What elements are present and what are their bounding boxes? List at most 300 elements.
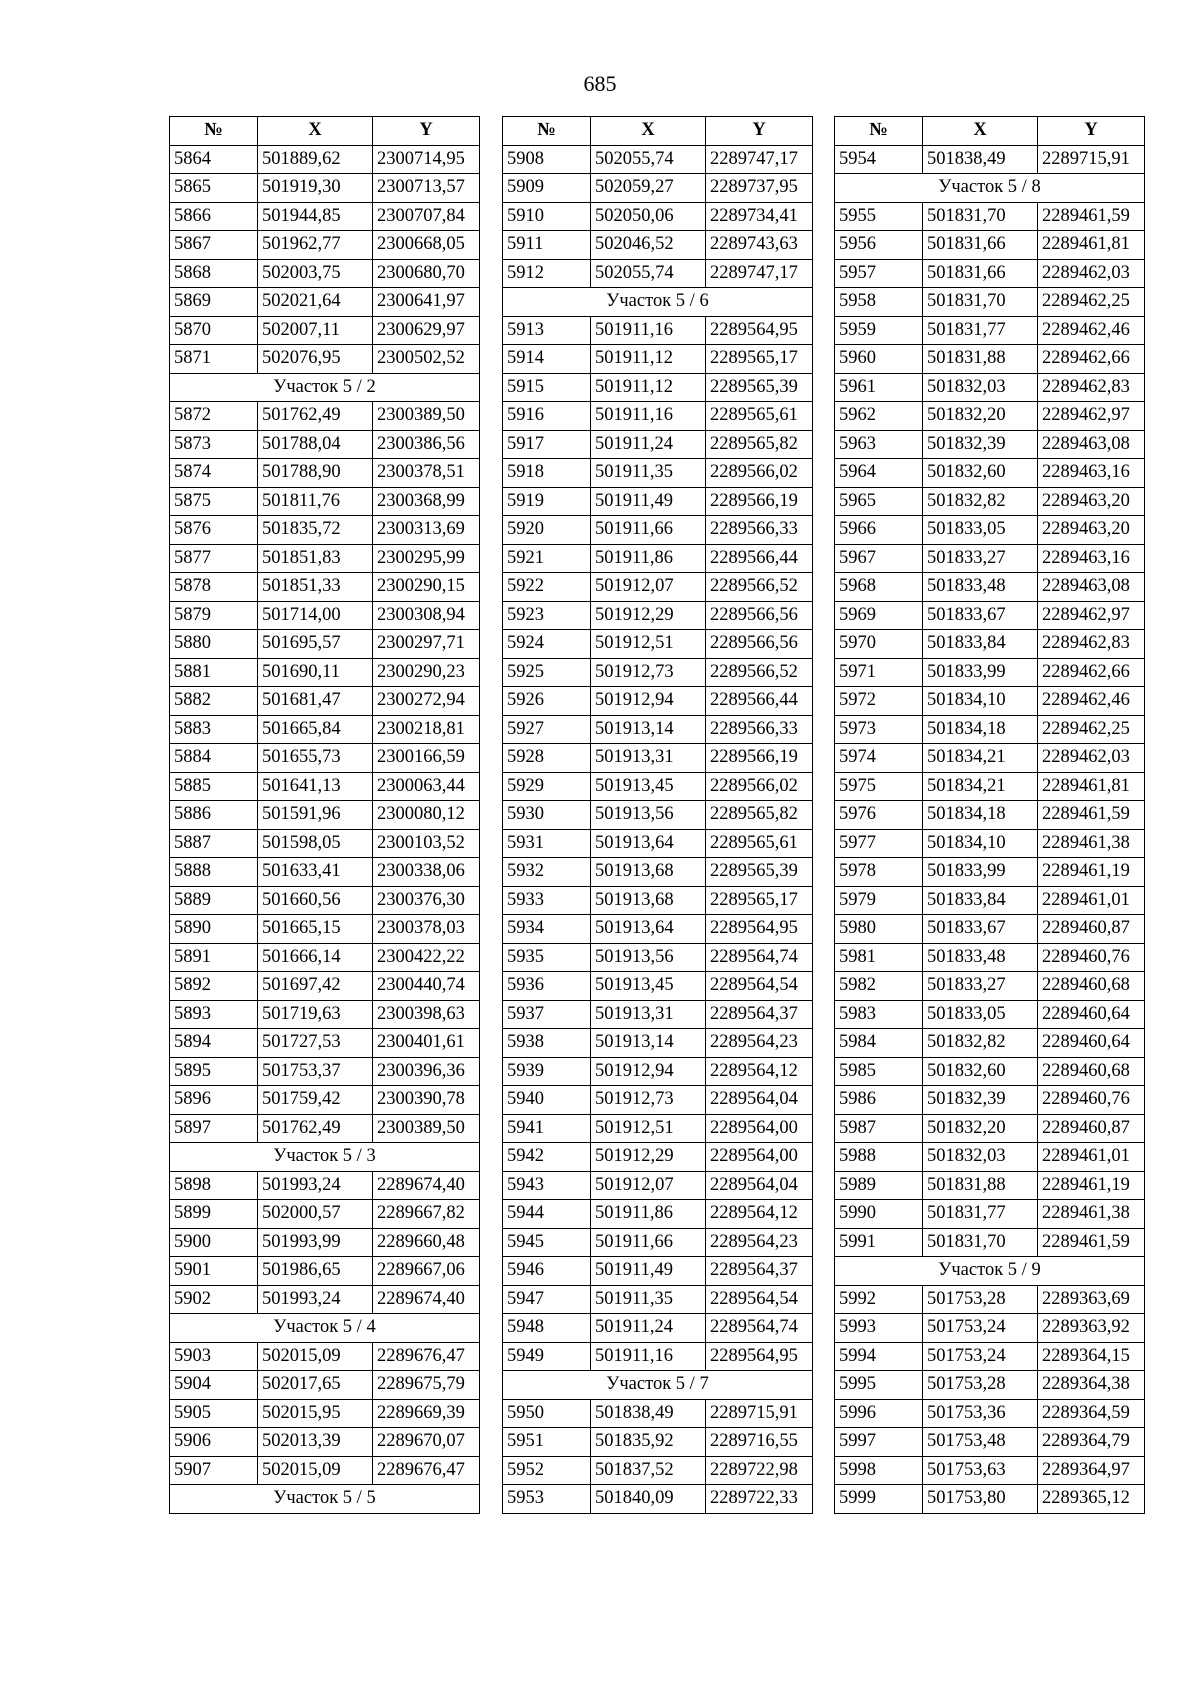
y-coordinate: 2289715,91 <box>1038 145 1145 174</box>
point-number: 5879 <box>170 601 258 630</box>
y-coordinate: 2300668,05 <box>373 231 480 260</box>
y-coordinate: 2289461,81 <box>1038 231 1145 260</box>
y-coordinate: 2289670,07 <box>373 1428 480 1457</box>
table-row <box>503 1485 813 1514</box>
y-coordinate: 2289364,79 <box>1038 1428 1145 1457</box>
x-coordinate: 501832,82 <box>923 487 1038 516</box>
point-number: 5952 <box>503 1456 591 1485</box>
x-coordinate: 501633,41 <box>258 858 373 887</box>
y-coordinate: 2289564,54 <box>706 972 813 1001</box>
table-row <box>835 915 1145 944</box>
point-number: 5931 <box>503 829 591 858</box>
point-number: 5880 <box>170 630 258 659</box>
y-coordinate: 2289462,46 <box>1038 316 1145 345</box>
table-row <box>170 1257 480 1286</box>
table-row <box>835 288 1145 317</box>
y-coordinate: 2289715,91 <box>706 1399 813 1428</box>
x-coordinate: 501919,30 <box>258 174 373 203</box>
point-number: 5908 <box>503 145 591 174</box>
table-row <box>170 1456 480 1485</box>
x-coordinate: 501993,24 <box>258 1285 373 1314</box>
y-coordinate: 2300290,23 <box>373 658 480 687</box>
y-coordinate: 2289676,47 <box>373 1342 480 1371</box>
point-number: 5914 <box>503 345 591 374</box>
table-row <box>835 402 1145 431</box>
coordinates-table-3 <box>834 116 1145 1514</box>
point-number: 5987 <box>835 1114 923 1143</box>
x-coordinate: 501834,18 <box>923 801 1038 830</box>
y-coordinate: 2300313,69 <box>373 516 480 545</box>
table-row <box>170 630 480 659</box>
y-coordinate: 2289722,98 <box>706 1456 813 1485</box>
point-number: 5979 <box>835 886 923 915</box>
x-coordinate: 502015,09 <box>258 1342 373 1371</box>
y-coordinate: 2289565,17 <box>706 886 813 915</box>
table-row <box>170 1171 480 1200</box>
table-row <box>170 601 480 630</box>
x-coordinate: 501833,84 <box>923 886 1038 915</box>
y-coordinate: 2289363,92 <box>1038 1314 1145 1343</box>
y-coordinate: 2289564,12 <box>706 1057 813 1086</box>
point-number: 5943 <box>503 1171 591 1200</box>
y-coordinate: 2289564,23 <box>706 1228 813 1257</box>
point-number: 5945 <box>503 1228 591 1257</box>
y-coordinate: 2289669,39 <box>373 1399 480 1428</box>
y-coordinate: 2300368,99 <box>373 487 480 516</box>
table-row <box>835 1143 1145 1172</box>
section-row <box>170 1314 480 1343</box>
table-row <box>170 1114 480 1143</box>
point-number: 5940 <box>503 1086 591 1115</box>
table-row <box>503 1200 813 1229</box>
table-row <box>835 943 1145 972</box>
table-row <box>835 231 1145 260</box>
point-number: 5876 <box>170 516 258 545</box>
table-row <box>503 943 813 972</box>
point-number: 5932 <box>503 858 591 887</box>
point-number: 5907 <box>170 1456 258 1485</box>
point-number: 5994 <box>835 1342 923 1371</box>
x-coordinate: 501911,49 <box>591 487 706 516</box>
table-row <box>835 1228 1145 1257</box>
x-coordinate: 501665,15 <box>258 915 373 944</box>
y-coordinate: 2289566,19 <box>706 744 813 773</box>
point-number: 5974 <box>835 744 923 773</box>
point-number: 5965 <box>835 487 923 516</box>
point-number: 5928 <box>503 744 591 773</box>
table-row <box>503 1114 813 1143</box>
y-coordinate: 2300218,81 <box>373 715 480 744</box>
point-number: 5874 <box>170 459 258 488</box>
table-row <box>503 174 813 203</box>
table-row <box>170 544 480 573</box>
table-row <box>835 744 1145 773</box>
table-row <box>170 886 480 915</box>
point-number: 5962 <box>835 402 923 431</box>
y-coordinate: 2289564,54 <box>706 1285 813 1314</box>
table-row <box>503 1029 813 1058</box>
x-coordinate: 501788,90 <box>258 459 373 488</box>
y-coordinate: 2289460,87 <box>1038 1114 1145 1143</box>
table-row <box>503 630 813 659</box>
point-number: 5939 <box>503 1057 591 1086</box>
x-coordinate: 501831,77 <box>923 1200 1038 1229</box>
y-coordinate: 2300680,70 <box>373 259 480 288</box>
x-coordinate: 501962,77 <box>258 231 373 260</box>
y-coordinate: 2289564,12 <box>706 1200 813 1229</box>
table-row <box>835 658 1145 687</box>
y-coordinate: 2289566,52 <box>706 658 813 687</box>
y-coordinate: 2289461,59 <box>1038 801 1145 830</box>
x-coordinate: 501913,64 <box>591 829 706 858</box>
y-coordinate: 2289463,20 <box>1038 516 1145 545</box>
y-coordinate: 2289743,63 <box>706 231 813 260</box>
table-row <box>503 772 813 801</box>
x-coordinate: 501833,84 <box>923 630 1038 659</box>
table-row <box>503 1143 813 1172</box>
table-row <box>170 288 480 317</box>
x-coordinate: 501911,24 <box>591 1314 706 1343</box>
point-number: 5989 <box>835 1171 923 1200</box>
table-row <box>170 915 480 944</box>
x-coordinate: 501831,88 <box>923 345 1038 374</box>
point-number: 5948 <box>503 1314 591 1343</box>
table-row <box>170 715 480 744</box>
point-number: 5869 <box>170 288 258 317</box>
x-coordinate: 502059,27 <box>591 174 706 203</box>
x-coordinate: 501834,18 <box>923 715 1038 744</box>
table-row <box>170 1399 480 1428</box>
table-row <box>503 259 813 288</box>
table-header-row <box>835 117 1145 146</box>
table-row <box>503 915 813 944</box>
table-row <box>835 573 1145 602</box>
table-row <box>503 145 813 174</box>
y-coordinate: 2300440,74 <box>373 972 480 1001</box>
point-number: 5937 <box>503 1000 591 1029</box>
point-number: 5993 <box>835 1314 923 1343</box>
y-coordinate: 2289462,66 <box>1038 345 1145 374</box>
section-title: Участок 5 / 7 <box>503 1371 813 1400</box>
y-coordinate: 2289461,19 <box>1038 1171 1145 1200</box>
x-coordinate: 501660,56 <box>258 886 373 915</box>
point-number: 5957 <box>835 259 923 288</box>
x-coordinate: 501838,49 <box>591 1399 706 1428</box>
table-row <box>170 202 480 231</box>
x-coordinate: 501913,68 <box>591 886 706 915</box>
table-row <box>835 345 1145 374</box>
y-coordinate: 2289564,74 <box>706 943 813 972</box>
header-number: № <box>835 117 923 146</box>
x-coordinate: 501762,49 <box>258 402 373 431</box>
y-coordinate: 2289564,00 <box>706 1143 813 1172</box>
point-number: 5956 <box>835 231 923 260</box>
y-coordinate: 2300398,63 <box>373 1000 480 1029</box>
x-coordinate: 501835,72 <box>258 516 373 545</box>
y-coordinate: 2300390,78 <box>373 1086 480 1115</box>
y-coordinate: 2289566,19 <box>706 487 813 516</box>
y-coordinate: 2300389,50 <box>373 1114 480 1143</box>
table-row <box>835 1000 1145 1029</box>
y-coordinate: 2289565,39 <box>706 858 813 887</box>
table-row <box>503 972 813 1001</box>
point-number: 5991 <box>835 1228 923 1257</box>
point-number: 5926 <box>503 687 591 716</box>
y-coordinate: 2289722,33 <box>706 1485 813 1514</box>
y-coordinate: 2289566,56 <box>706 630 813 659</box>
table-row <box>503 658 813 687</box>
x-coordinate: 501913,68 <box>591 858 706 887</box>
table-row <box>835 430 1145 459</box>
y-coordinate: 2289460,76 <box>1038 943 1145 972</box>
y-coordinate: 2289564,23 <box>706 1029 813 1058</box>
table-row <box>503 1314 813 1343</box>
point-number: 5982 <box>835 972 923 1001</box>
x-coordinate: 501911,66 <box>591 1228 706 1257</box>
x-coordinate: 501913,14 <box>591 715 706 744</box>
table-row <box>170 744 480 773</box>
point-number: 5924 <box>503 630 591 659</box>
x-coordinate: 502000,57 <box>258 1200 373 1229</box>
x-coordinate: 501913,14 <box>591 1029 706 1058</box>
table-row <box>835 1171 1145 1200</box>
x-coordinate: 501832,60 <box>923 1057 1038 1086</box>
y-coordinate: 2300378,51 <box>373 459 480 488</box>
x-coordinate: 501831,70 <box>923 202 1038 231</box>
point-number: 5868 <box>170 259 258 288</box>
point-number: 5892 <box>170 972 258 1001</box>
y-coordinate: 2289566,44 <box>706 687 813 716</box>
table-row <box>503 1342 813 1371</box>
table-row <box>170 1200 480 1229</box>
table-row <box>503 886 813 915</box>
table-row <box>835 1285 1145 1314</box>
y-coordinate: 2300295,99 <box>373 544 480 573</box>
x-coordinate: 501695,57 <box>258 630 373 659</box>
table-row <box>835 1314 1145 1343</box>
header-x: X <box>258 117 373 146</box>
x-coordinate: 502055,74 <box>591 259 706 288</box>
point-number: 5886 <box>170 801 258 830</box>
y-coordinate: 2289565,82 <box>706 801 813 830</box>
x-coordinate: 501912,73 <box>591 1086 706 1115</box>
y-coordinate: 2289564,95 <box>706 915 813 944</box>
table-row <box>503 829 813 858</box>
y-coordinate: 2300080,12 <box>373 801 480 830</box>
x-coordinate: 501911,16 <box>591 1342 706 1371</box>
point-number: 5870 <box>170 316 258 345</box>
x-coordinate: 501912,07 <box>591 573 706 602</box>
point-number: 5947 <box>503 1285 591 1314</box>
table-row <box>835 858 1145 887</box>
section-row <box>170 1143 480 1172</box>
point-number: 5975 <box>835 772 923 801</box>
table-row <box>503 801 813 830</box>
table-row <box>835 715 1145 744</box>
table-row <box>835 145 1145 174</box>
header-number: № <box>170 117 258 146</box>
y-coordinate: 2289716,55 <box>706 1428 813 1457</box>
table-row <box>503 402 813 431</box>
table-row <box>835 829 1145 858</box>
point-number: 5923 <box>503 601 591 630</box>
point-number: 5999 <box>835 1485 923 1514</box>
point-number: 5980 <box>835 915 923 944</box>
point-number: 5990 <box>835 1200 923 1229</box>
x-coordinate: 501911,86 <box>591 1200 706 1229</box>
point-number: 5934 <box>503 915 591 944</box>
x-coordinate: 501911,12 <box>591 373 706 402</box>
section-row <box>170 373 480 402</box>
point-number: 5961 <box>835 373 923 402</box>
y-coordinate: 2289564,95 <box>706 1342 813 1371</box>
y-coordinate: 2289461,59 <box>1038 202 1145 231</box>
point-number: 5960 <box>835 345 923 374</box>
table-row <box>835 1200 1145 1229</box>
point-number: 5903 <box>170 1342 258 1371</box>
header-x: X <box>591 117 706 146</box>
point-number: 5884 <box>170 744 258 773</box>
table-header-row <box>170 117 480 146</box>
x-coordinate: 501753,28 <box>923 1285 1038 1314</box>
point-number: 5878 <box>170 573 258 602</box>
x-coordinate: 501835,92 <box>591 1428 706 1457</box>
point-number: 5942 <box>503 1143 591 1172</box>
point-number: 5891 <box>170 943 258 972</box>
point-number: 5970 <box>835 630 923 659</box>
table-row <box>835 259 1145 288</box>
point-number: 5921 <box>503 544 591 573</box>
table-row <box>170 487 480 516</box>
table-row <box>170 1285 480 1314</box>
y-coordinate: 2300308,94 <box>373 601 480 630</box>
table-row <box>503 1086 813 1115</box>
y-coordinate: 2289462,25 <box>1038 288 1145 317</box>
x-coordinate: 502021,64 <box>258 288 373 317</box>
x-coordinate: 501911,24 <box>591 430 706 459</box>
y-coordinate: 2300378,03 <box>373 915 480 944</box>
table-row <box>503 373 813 402</box>
table-row <box>503 1399 813 1428</box>
table-row <box>503 573 813 602</box>
x-coordinate: 501831,66 <box>923 259 1038 288</box>
point-number: 5935 <box>503 943 591 972</box>
table-row <box>170 573 480 602</box>
table-row <box>503 1285 813 1314</box>
y-coordinate: 2289460,64 <box>1038 1029 1145 1058</box>
section-title: Участок 5 / 6 <box>503 288 813 317</box>
y-coordinate: 2300063,44 <box>373 772 480 801</box>
point-number: 5909 <box>503 174 591 203</box>
x-coordinate: 501912,51 <box>591 630 706 659</box>
x-coordinate: 501993,99 <box>258 1228 373 1257</box>
x-coordinate: 502076,95 <box>258 345 373 374</box>
x-coordinate: 501851,33 <box>258 573 373 602</box>
y-coordinate: 2300103,52 <box>373 829 480 858</box>
table-row <box>170 402 480 431</box>
x-coordinate: 501831,88 <box>923 1171 1038 1200</box>
y-coordinate: 2289461,38 <box>1038 829 1145 858</box>
y-coordinate: 2289737,95 <box>706 174 813 203</box>
x-coordinate: 501811,76 <box>258 487 373 516</box>
y-coordinate: 2300386,56 <box>373 430 480 459</box>
x-coordinate: 501838,49 <box>923 145 1038 174</box>
header-y: Y <box>706 117 813 146</box>
x-coordinate: 501913,45 <box>591 772 706 801</box>
x-coordinate: 501913,56 <box>591 801 706 830</box>
x-coordinate: 502055,74 <box>591 145 706 174</box>
x-coordinate: 501788,04 <box>258 430 373 459</box>
x-coordinate: 501598,05 <box>258 829 373 858</box>
point-number: 5941 <box>503 1114 591 1143</box>
y-coordinate: 2289460,87 <box>1038 915 1145 944</box>
point-number: 5976 <box>835 801 923 830</box>
section-row <box>503 288 813 317</box>
x-coordinate: 501832,20 <box>923 1114 1038 1143</box>
point-number: 5871 <box>170 345 258 374</box>
x-coordinate: 501911,66 <box>591 516 706 545</box>
section-row <box>835 1257 1145 1286</box>
y-coordinate: 2300713,57 <box>373 174 480 203</box>
header-y: Y <box>373 117 480 146</box>
point-number: 5977 <box>835 829 923 858</box>
x-coordinate: 501913,31 <box>591 744 706 773</box>
table-row <box>170 516 480 545</box>
table-row <box>835 601 1145 630</box>
x-coordinate: 501912,51 <box>591 1114 706 1143</box>
table-row <box>170 772 480 801</box>
x-coordinate: 501889,62 <box>258 145 373 174</box>
x-coordinate: 502013,39 <box>258 1428 373 1457</box>
point-number: 5883 <box>170 715 258 744</box>
point-number: 5986 <box>835 1086 923 1115</box>
y-coordinate: 2289565,61 <box>706 829 813 858</box>
table-row <box>170 145 480 174</box>
table-row <box>503 858 813 887</box>
coordinates-table-2 <box>502 116 813 1514</box>
y-coordinate: 2289462,97 <box>1038 601 1145 630</box>
point-number: 5955 <box>835 202 923 231</box>
y-coordinate: 2289461,01 <box>1038 886 1145 915</box>
x-coordinate: 501753,63 <box>923 1456 1038 1485</box>
y-coordinate: 2289461,38 <box>1038 1200 1145 1229</box>
table-row <box>503 202 813 231</box>
table-row <box>503 1057 813 1086</box>
point-number: 5946 <box>503 1257 591 1286</box>
y-coordinate: 2289462,83 <box>1038 630 1145 659</box>
x-coordinate: 501753,24 <box>923 1314 1038 1343</box>
y-coordinate: 2289667,82 <box>373 1200 480 1229</box>
x-coordinate: 501913,31 <box>591 1000 706 1029</box>
y-coordinate: 2300401,61 <box>373 1029 480 1058</box>
y-coordinate: 2289463,20 <box>1038 487 1145 516</box>
x-coordinate: 501833,05 <box>923 1000 1038 1029</box>
point-number: 5899 <box>170 1200 258 1229</box>
point-number: 5936 <box>503 972 591 1001</box>
point-number: 5983 <box>835 1000 923 1029</box>
table-row <box>170 1342 480 1371</box>
x-coordinate: 501666,14 <box>258 943 373 972</box>
y-coordinate: 2289564,04 <box>706 1171 813 1200</box>
point-number: 5984 <box>835 1029 923 1058</box>
y-coordinate: 2289462,25 <box>1038 715 1145 744</box>
table-row <box>835 1456 1145 1485</box>
table-row <box>503 487 813 516</box>
x-coordinate: 501832,39 <box>923 430 1038 459</box>
y-coordinate: 2300338,06 <box>373 858 480 887</box>
x-coordinate: 502017,65 <box>258 1371 373 1400</box>
table-row <box>503 715 813 744</box>
